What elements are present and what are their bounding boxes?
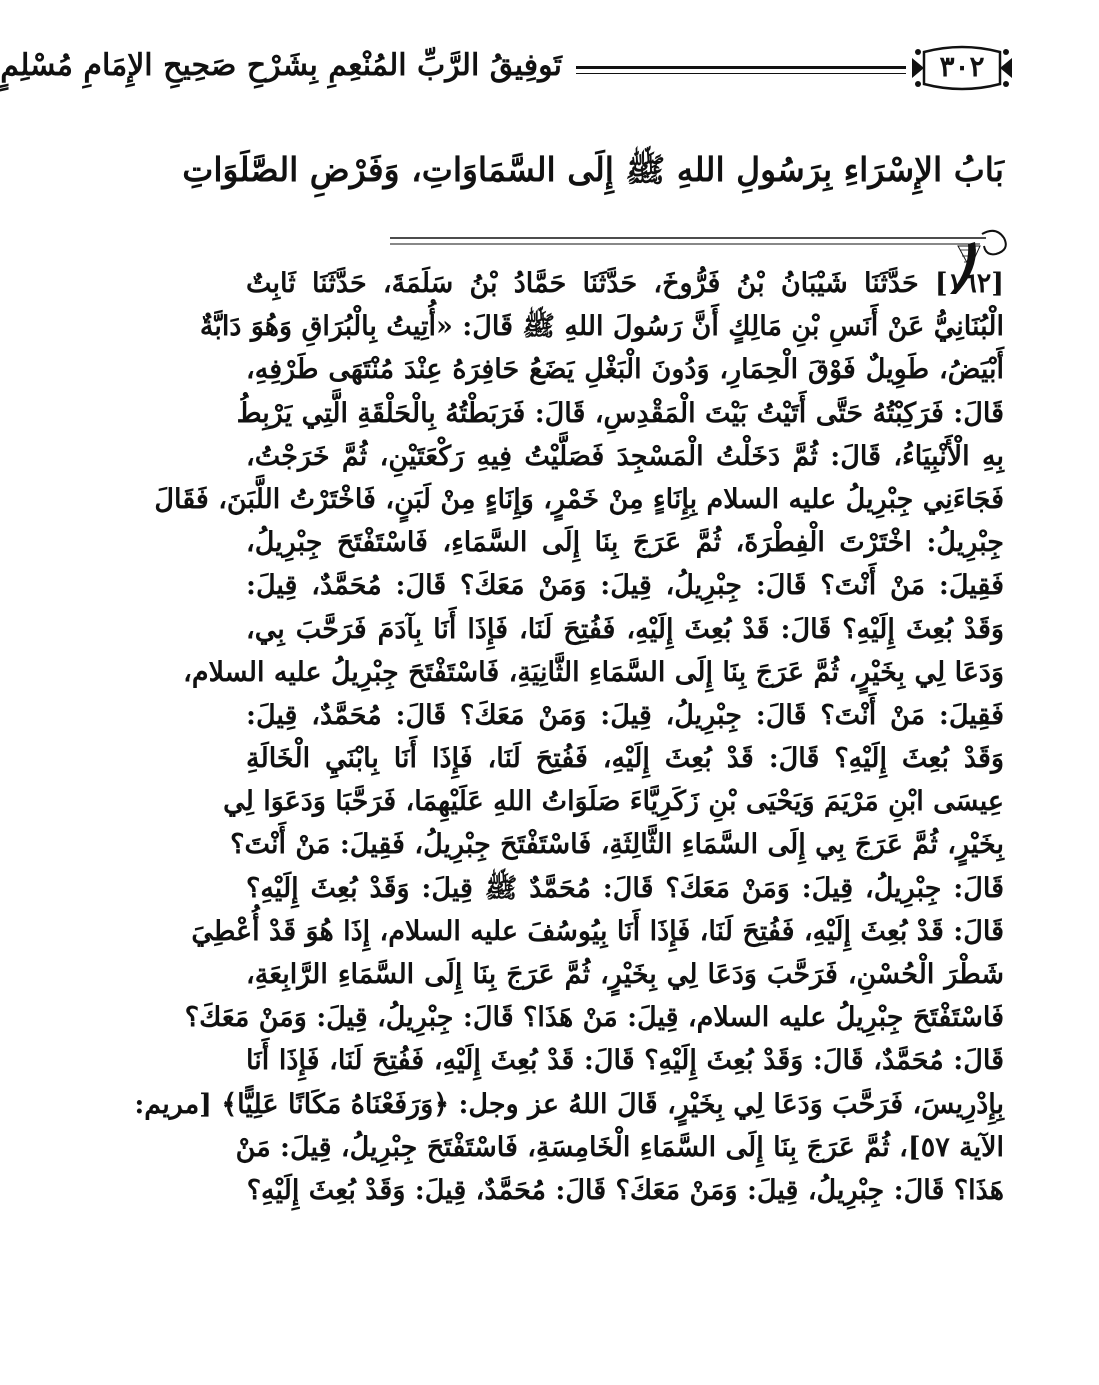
text-line: وَدَعَا لِي بِخَيْرٍ، ثُمَّ عَرَجَ بِنَا إِلَى السَّمَاءِ الثَّانِيَةِ، فَاسْتَفْتَحَ جِبْرِيلُ عليه السلام، [183, 656, 1004, 688]
text-line: بِإِدْرِيسَ، فَرَحَّبَ وَدَعَا لِي بِخَيْرٍ، قَالَ اللهُ عز وجل: ﴿وَرَفَعْنَاهُ مَكَانًا عَلِيًّا﴾ [مريم: [134, 1088, 1004, 1120]
text-line: بِهِ الْأَنْبِيَاءُ، قَالَ: ثُمَّ دَخَلْتُ الْمَسْجِدَ فَصَلَّيْتُ فِيهِ رَكْعَتَيْنِ، ثُمَّ خَرَجْتُ، [246, 440, 1004, 472]
text-line: قَالَ: جِبْرِيلُ، قِيلَ: وَمَنْ مَعَكَ؟ قَالَ: مُحَمَّدٌ ﷺ قِيلَ: وَقَدْ بُعِثَ إِلَيْهِ؟ [246, 872, 1004, 904]
text-line: شَطْرَ الْحُسْنِ، فَرَحَّبَ وَدَعَا لِي بِخَيْرٍ، ثُمَّ عَرَجَ بِنَا إِلَى السَّمَاءِ الرَّابِعَةِ، [246, 959, 1004, 990]
page-number: ٣٠٢ [939, 50, 985, 83]
page-number-ornament [910, 44, 1014, 92]
text-line: [١٦٢] حَدَّثَنَا شَيْبَانُ بْنُ فَرُّوخَ، حَدَّثَنَا حَمَّادُ بْنُ سَلَمَةَ، حَدَّثَنَا ثَابِتٌ [246, 268, 1004, 299]
header-rule-thin [576, 73, 906, 74]
text-line: وَقَدْ بُعِثَ إِلَيْهِ؟ قَالَ: قَدْ بُعِثَ إِلَيْهِ، فَفُتِحَ لَنَا، فَإِذَا أَنَا بِابْنَيِ الْخَالَةِ [246, 743, 1004, 775]
text-line: عِيسَى ابْنِ مَرْيَمَ وَيَحْيَى بْنِ زَكَرِيَّاءَ صَلَوَاتُ اللهِ عَلَيْهِمَا، فَرَحَّبَا وَدَعَوَا لِي [223, 786, 1004, 818]
running-header [0, 38, 1022, 118]
text-line: فَجَاءَنِي جِبْرِيلُ عليه السلام بِإِنَاءٍ مِنْ خَمْرٍ، وَإِنَاءٍ مِنْ لَبَنٍ، فَاخْتَرْتُ اللَّبَنَ، فَقَالَ [154, 483, 1004, 515]
text-line: الآية ٥٧]، ثُمَّ عَرَجَ بِنَا إِلَى السَّمَاءِ الْخَامِسَةِ، فَاسْتَفْتَحَ جِبْرِيلُ، قِيلَ: مَنْ [235, 1131, 1004, 1163]
text-line: هَذَا؟ قَالَ: جِبْرِيلُ، قِيلَ: وَمَنْ مَعَكَ؟ قَالَ: مُحَمَّدٌ، قِيلَ: وَقَدْ بُعِثَ إِلَيْهِ؟ [246, 1174, 1004, 1206]
text-line: جِبْرِيلُ: اخْتَرْتَ الْفِطْرَةَ، ثُمَّ عَرَجَ بِنَا إِلَى السَّمَاءِ، فَاسْتَفْتَحَ جِبْرِيلُ، [246, 527, 1004, 559]
header-rule-thick [576, 66, 906, 69]
text-line: بِخَيْرٍ، ثُمَّ عَرَجَ بِي إِلَى السَّمَاءِ الثَّالِثَةِ، فَاسْتَفْتَحَ جِبْرِيلُ، فَقِيلَ: مَنْ أَنْتَ؟ [230, 829, 1004, 861]
text-line: الْبُنَانِيُّ عَنْ أَنَسِ بْنِ مَالِكٍ أَنَّ رَسُولَ اللهِ ﷺ قَالَ: «أُتِيتُ بِالْبُرَاقِ وَهُوَ دَابَّةٌ [199, 311, 1004, 343]
text-line: قَالَ: فَرَكِبْتُهُ حَتَّى أَتَيْتُ بَيْتَ الْمَقْدِسِ، قَالَ: فَرَبَطْتُهُ بِالْحَلْقَةِ الَّتِي يَرْبِطُ [236, 397, 1004, 429]
text-line: قَالَ: قَدْ بُعِثَ إِلَيْهِ، فَفُتِحَ لَنَا، فَإِذَا أَنَا بِيُوسُفَ عليه السلام، إِذَا هُوَ قَدْ أُعْطِيَ [191, 915, 1004, 947]
text-line: أَبْيَضُ، طَوِيلٌ فَوْقَ الْحِمَارِ، وَدُونَ الْبَغْلِ يَضَعُ حَافِرَهُ عِنْدَ مُنْتَهَى طَرْفِهِ، [246, 354, 1004, 386]
text-line: فَقِيلَ: مَنْ أَنْتَ؟ قَالَ: جِبْرِيلُ، قِيلَ: وَمَنْ مَعَكَ؟ قَالَ: مُحَمَّدٌ، قِيلَ: [246, 570, 1004, 602]
text-line: فَقِيلَ: مَنْ أَنْتَ؟ قَالَ: جِبْرِيلُ، قِيلَ: وَمَنْ مَعَكَ؟ قَالَ: مُحَمَّدٌ، قِيلَ: [246, 699, 1004, 731]
text-line: قَالَ: مُحَمَّدٌ، قَالَ: وَقَدْ بُعِثَ إِلَيْهِ؟ قَالَ: قَدْ بُعِثَ إِلَيْهِ، فَفُتِحَ لَنَا، فَإِذَا أَنَا [246, 1045, 1004, 1077]
book-title: تَوفِيقُ الرَّبِّ المُنْعِمِ بِشَرْحِ صَحِيحِ الإِمَامِ مُسْلِمٍ [0, 48, 562, 83]
hadith-text [134, 262, 1004, 1212]
text-line: فَاسْتَفْتَحَ جِبْرِيلُ عليه السلام، قِيلَ: مَنْ هَذَا؟ قَالَ: جِبْرِيلُ، قِيلَ: وَمَنْ مَعَكَ؟ [184, 1002, 1004, 1034]
chapter-heading: بَابُ الإِسْرَاءِ بِرَسُولِ اللهِ ﷺ إِلَى السَّمَاوَاتِ، وَفَرْضِ الصَّلَوَاتِ [182, 150, 1004, 189]
text-line: وَقَدْ بُعِثَ إِلَيْهِ؟ قَالَ: قَدْ بُعِثَ إِلَيْهِ، فَفُتِحَ لَنَا، فَإِذَا أَنَا بِآدَمَ فَرَحَّبَ بِي، [246, 613, 1004, 645]
